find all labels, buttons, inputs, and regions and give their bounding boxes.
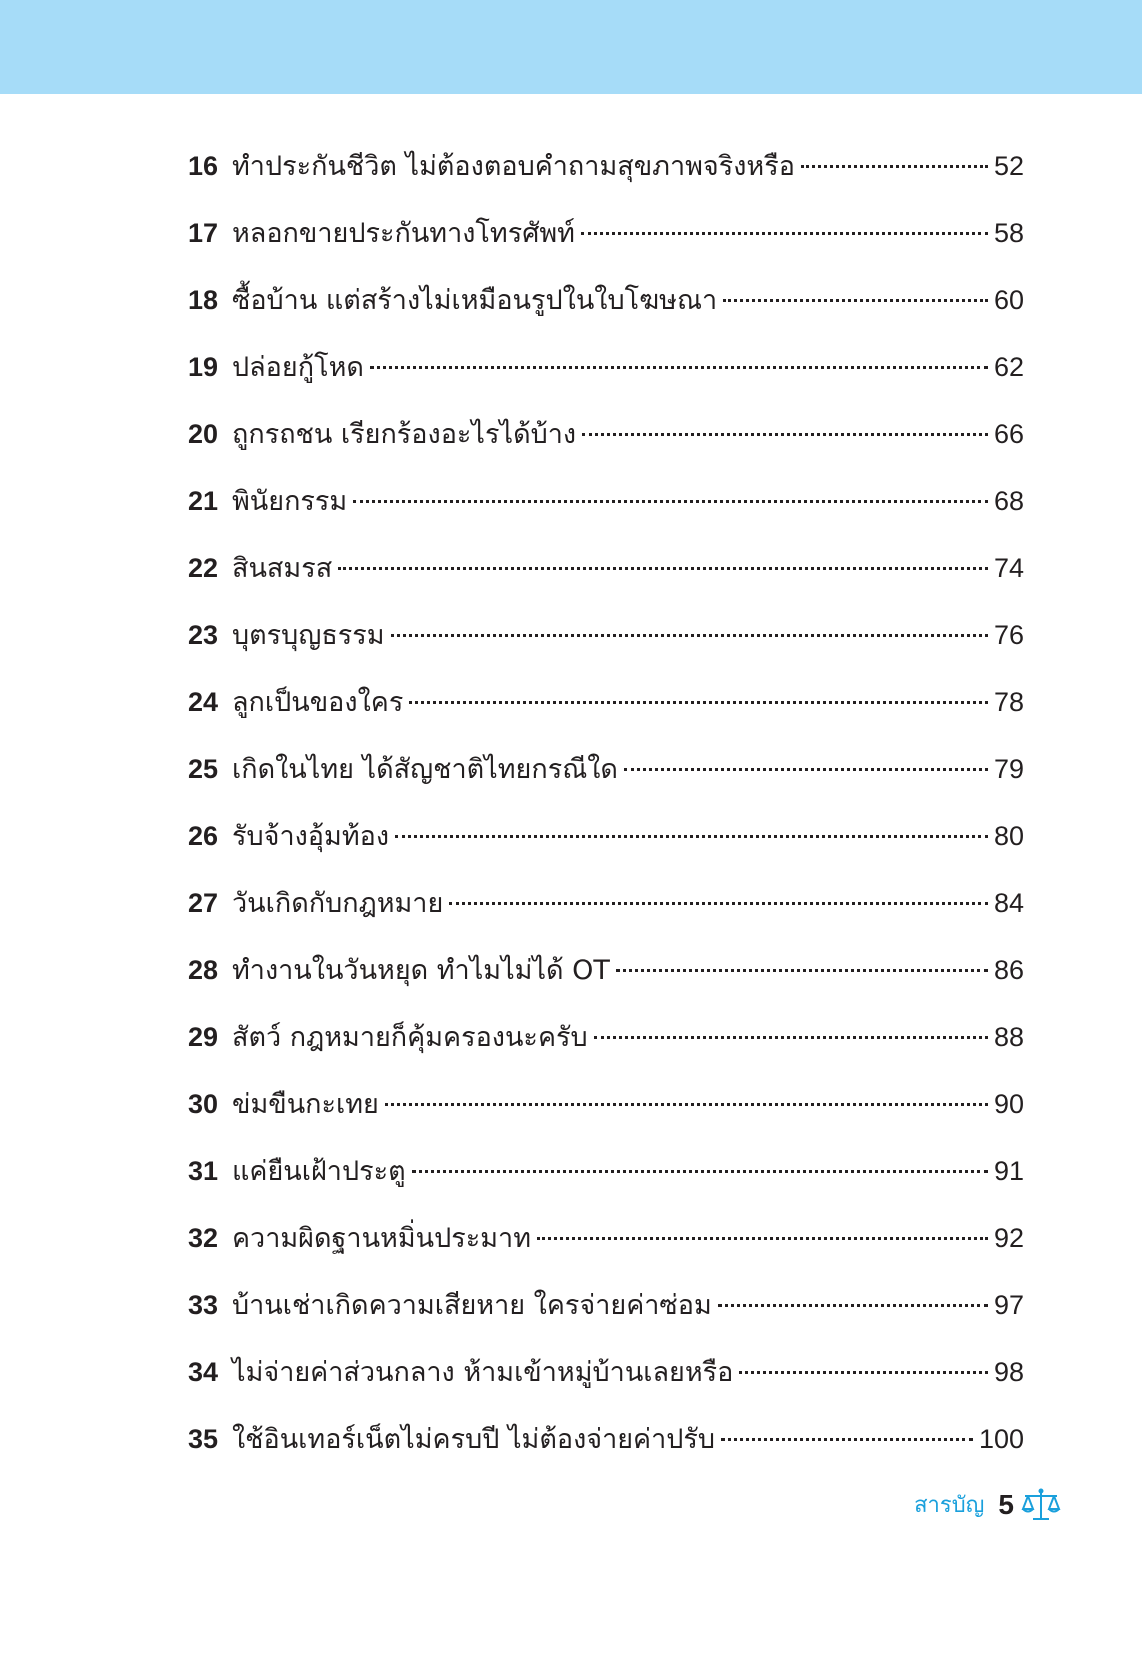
toc-entry-title: หลอกขายประกันทางโทรศัพท์: [232, 218, 575, 249]
toc-entry-title: ข่มขืนกะเทย: [232, 1089, 379, 1120]
toc-entry[interactable]: [188, 1071, 1024, 1138]
toc-entry-page: 92: [993, 1223, 1024, 1253]
toc-entry[interactable]: [188, 1339, 1024, 1406]
toc-entry-page: 88: [993, 1022, 1024, 1052]
toc-entry[interactable]: [188, 937, 1024, 1004]
toc-entry[interactable]: [188, 267, 1024, 334]
toc-entry[interactable]: [188, 870, 1024, 937]
toc-entry-number: 21: [188, 486, 219, 516]
toc-entry[interactable]: [188, 736, 1024, 803]
toc-entry-page: 60: [993, 285, 1024, 315]
toc-entry-title: ทำประกันชีวิต ไม่ต้องตอบคำถามสุขภาพจริงหรือ: [232, 151, 795, 182]
dot-leader: [353, 500, 988, 503]
toc-entry[interactable]: [188, 535, 1024, 602]
dot-leader: [537, 1237, 988, 1240]
dot-leader: [449, 902, 988, 905]
toc-entry-page: 86: [993, 955, 1024, 985]
dot-leader: [385, 1103, 988, 1106]
dot-leader: [582, 433, 988, 436]
dot-leader: [412, 1170, 988, 1173]
toc-entry-page: 52: [993, 151, 1024, 181]
toc-entry[interactable]: [188, 468, 1024, 535]
header-band: [0, 0, 1142, 94]
dot-leader: [338, 567, 988, 570]
toc-entry[interactable]: [188, 200, 1024, 267]
toc-entry[interactable]: [188, 803, 1024, 870]
toc-entry[interactable]: [188, 401, 1024, 468]
toc-entry[interactable]: [188, 669, 1024, 736]
toc-entry-page: 80: [993, 821, 1024, 851]
dot-leader: [395, 835, 988, 838]
toc-entry[interactable]: [188, 1205, 1024, 1272]
toc-entry-page: 68: [993, 486, 1024, 516]
page-number: 5: [998, 1488, 1014, 1520]
dot-leader: [624, 768, 988, 771]
toc-entry-title: ความผิดฐานหมิ่นประมาท: [232, 1223, 532, 1254]
toc-entry-number: 30: [188, 1089, 219, 1119]
toc-entry-page: 98: [993, 1357, 1024, 1387]
toc-entry-title: แค่ยืนเฝ้าประตู: [232, 1156, 406, 1187]
toc-entry-number: 33: [188, 1290, 219, 1320]
toc-entry[interactable]: [188, 1272, 1024, 1339]
dot-leader: [616, 969, 988, 972]
toc-entry-title: ทำงานในวันหยุด ทำไมไม่ได้ OT: [232, 955, 610, 986]
toc-entry[interactable]: [188, 602, 1024, 669]
table-of-contents: [188, 133, 1024, 1473]
toc-entry[interactable]: [188, 1004, 1024, 1071]
toc-entry-number: 23: [188, 620, 219, 650]
toc-entry-title: สัตว์ กฎหมายก็คุ้มครองนะครับ: [232, 1022, 588, 1053]
toc-entry-number: 24: [188, 687, 219, 717]
toc-entry-number: 20: [188, 419, 219, 449]
toc-entry-page: 78: [993, 687, 1024, 717]
dot-leader: [581, 232, 988, 235]
toc-entry-number: 17: [188, 218, 219, 248]
toc-entry[interactable]: [188, 1138, 1024, 1205]
toc-entry-page: 74: [993, 553, 1024, 583]
dot-leader: [801, 165, 988, 168]
toc-entry-title: บุตรบุญธรรม: [232, 620, 385, 651]
toc-entry-page: 58: [993, 218, 1024, 248]
section-label: สารบัญ: [914, 1493, 985, 1518]
toc-entry-title: ลูกเป็นของใคร: [232, 687, 404, 718]
page-footer: [914, 1487, 1062, 1522]
dot-leader: [739, 1371, 988, 1374]
dot-leader: [409, 701, 988, 704]
toc-entry-page: 76: [993, 620, 1024, 650]
toc-entry[interactable]: [188, 1406, 1024, 1473]
toc-entry-number: 26: [188, 821, 219, 851]
dot-leader: [718, 1304, 988, 1307]
toc-entry-page: 100: [978, 1424, 1024, 1454]
toc-entry-title: สินสมรส: [232, 553, 333, 584]
toc-entry-number: 31: [188, 1156, 219, 1186]
toc-entry-number: 27: [188, 888, 219, 918]
toc-entry-number: 34: [188, 1357, 219, 1387]
toc-entry-title: รับจ้างอุ้มท้อง: [232, 821, 390, 852]
scales-of-justice-icon: [1020, 1488, 1062, 1522]
toc-entry-number: 28: [188, 955, 219, 985]
toc-entry-title: ซื้อบ้าน แต่สร้างไม่เหมือนรูปในใบโฆษณา: [232, 285, 718, 316]
toc-entry-title: ถูกรถชน เรียกร้องอะไรได้บ้าง: [232, 419, 577, 450]
toc-entry-title: เกิดในไทย ได้สัญชาติไทยกรณีใด: [232, 754, 618, 785]
toc-entry-page: 90: [993, 1089, 1024, 1119]
toc-entry-title: ไม่จ่ายค่าส่วนกลาง ห้ามเข้าหมู่บ้านเลยหรือ: [232, 1357, 734, 1388]
toc-entry-page: 91: [993, 1156, 1024, 1186]
toc-entry-number: 18: [188, 285, 219, 315]
toc-entry-number: 22: [188, 553, 219, 583]
dot-leader: [721, 1438, 973, 1441]
toc-entry-page: 79: [993, 754, 1024, 784]
toc-entry-number: 35: [188, 1424, 219, 1454]
toc-entry-title: บ้านเช่าเกิดความเสียหาย ใครจ่ายค่าซ่อม: [232, 1290, 712, 1321]
dot-leader: [391, 634, 988, 637]
toc-entry-title: พินัยกรรม: [232, 486, 348, 517]
toc-entry-title: ปล่อยกู้โหด: [232, 352, 364, 383]
dot-leader: [594, 1036, 988, 1039]
toc-entry-title: วันเกิดกับกฎหมาย: [232, 888, 444, 919]
toc-entry-number: 25: [188, 754, 219, 784]
toc-entry-page: 66: [993, 419, 1024, 449]
dot-leader: [723, 299, 988, 302]
toc-entry-page: 97: [993, 1290, 1024, 1320]
toc-entry-title: ใช้อินเทอร์เน็ตไม่ครบปี ไม่ต้องจ่ายค่าปรับ: [232, 1424, 716, 1455]
toc-entry-number: 32: [188, 1223, 219, 1253]
toc-entry-page: 84: [993, 888, 1024, 918]
toc-entry[interactable]: [188, 334, 1024, 401]
toc-entry[interactable]: [188, 133, 1024, 200]
toc-entry-number: 16: [188, 151, 219, 181]
toc-entry-number: 29: [188, 1022, 219, 1052]
toc-entry-page: 62: [993, 352, 1024, 382]
toc-entry-number: 19: [188, 352, 219, 382]
dot-leader: [370, 366, 988, 369]
